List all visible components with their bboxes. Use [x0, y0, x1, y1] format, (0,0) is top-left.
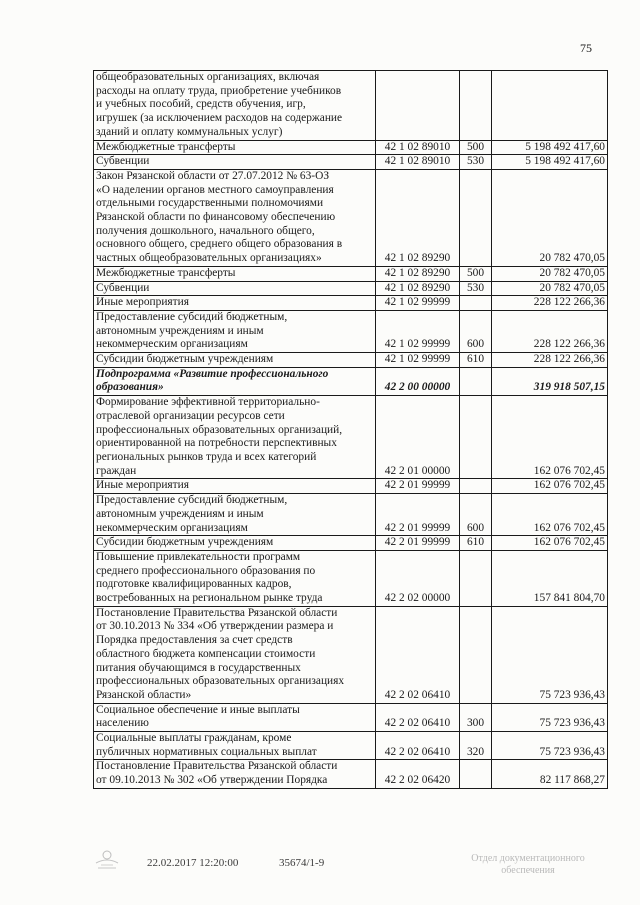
table-row	[94, 550, 608, 606]
row-name-cell: Межбюджетные трансферты	[94, 266, 376, 281]
row-code-cell: 42 1 02 99999	[376, 353, 460, 368]
row-code-cell: 42 2 01 99999	[376, 536, 460, 551]
footer-date: 22.02.2017 12:20:00	[147, 857, 239, 869]
row-name-cell: Повышение привлекательности программ среднего профессионального образования по подготовке квалифицированных кадров, востребованных на региональном рынке труда	[94, 550, 376, 606]
row-vr-cell	[460, 367, 492, 395]
row-amount-cell: 20 782 470,05	[492, 169, 608, 266]
row-name-cell: Формирование эффективной территориально- отраслевой организации ресурсов сети профессиональных образовательных организаций, ориентированной на потребности перспективных региональных рынков труда и всех категорий граждан	[94, 396, 376, 479]
row-name-cell: Субвенции	[94, 155, 376, 170]
row-amount-cell: 75 723 936,43	[492, 606, 608, 703]
row-code-cell: 42 2 00 00000	[376, 367, 460, 395]
row-amount-cell: 228 122 266,36	[492, 296, 608, 311]
budget-table	[93, 70, 608, 789]
row-name-cell: Предоставление субсидий бюджетным, автономным учреждениям и иным некоммерческим организациям	[94, 310, 376, 352]
row-code-cell: 42 2 02 06420	[376, 760, 460, 788]
table-row	[94, 703, 608, 731]
row-name-cell: Субвенции	[94, 281, 376, 296]
row-vr-cell	[460, 479, 492, 494]
row-code-cell: 42 1 02 89010	[376, 155, 460, 170]
row-amount-cell: 5 198 492 417,60	[492, 140, 608, 155]
row-code-cell: 42 1 02 89010	[376, 140, 460, 155]
row-vr-cell: 600	[460, 494, 492, 536]
row-amount-cell: 75 723 936,43	[492, 703, 608, 731]
row-amount-cell: 162 076 702,45	[492, 536, 608, 551]
table-row	[94, 732, 608, 760]
row-name-cell: Подпрограмма «Развитие профессионального образования»	[94, 367, 376, 395]
footer-department: Отдел документационного обеспечения	[471, 853, 585, 876]
row-amount-cell: 20 782 470,05	[492, 266, 608, 281]
table-row	[94, 760, 608, 788]
table-row	[94, 140, 608, 155]
row-name-cell: Межбюджетные трансферты	[94, 140, 376, 155]
row-vr-cell	[460, 550, 492, 606]
row-code-cell: 42 1 02 89290	[376, 281, 460, 296]
row-code-cell: 42 1 02 89290	[376, 266, 460, 281]
row-name-cell: Предоставление субсидий бюджетным, автономным учреждениям и иным некоммерческим организациям	[94, 494, 376, 536]
row-name-cell: Иные мероприятия	[94, 296, 376, 311]
table-row	[94, 494, 608, 536]
table-row	[94, 396, 608, 479]
footer-doc-code: 35674/1-9	[279, 857, 325, 869]
row-name-cell: Субсидии бюджетным учреждениям	[94, 353, 376, 368]
row-name-cell: Закон Рязанской области от 27.07.2012 № 63-ОЗ «О наделении органов местного самоуправления отдельными государственными полномочиями Рязанской области по финансовому обеспечению получения дошкольного, начального общего, основного общего, среднего общего образования в частных общеобразовательных организациях»	[94, 169, 376, 266]
row-vr-cell: 530	[460, 281, 492, 296]
row-vr-cell: 610	[460, 353, 492, 368]
row-amount-cell: 82 117 868,27	[492, 760, 608, 788]
row-vr-cell	[460, 760, 492, 788]
row-name-cell: Иные мероприятия	[94, 479, 376, 494]
row-name-cell: Социальные выплаты гражданам, кроме публичных нормативных социальных выплат	[94, 732, 376, 760]
row-name-cell: Постановление Правительства Рязанской области от 09.10.2013 № 302 «Об утверждении Порядка	[94, 760, 376, 788]
row-code-cell: 42 2 02 06410	[376, 606, 460, 703]
row-amount-cell: 228 122 266,36	[492, 310, 608, 352]
row-code-cell: 42 2 02 06410	[376, 703, 460, 731]
row-vr-cell: 610	[460, 536, 492, 551]
row-name-cell: Социальное обеспечение и иные выплаты населению	[94, 703, 376, 731]
row-amount-cell: 162 076 702,45	[492, 479, 608, 494]
row-amount-cell: 319 918 507,15	[492, 367, 608, 395]
stamp-logo-icon	[92, 849, 122, 876]
row-name-cell: Постановление Правительства Рязанской области от 30.10.2013 № 334 «Об утверждении размера и Порядка предоставления за счет средств областного бюджета компенсации стоимости питания обучающимся в государственных профессиональных образовательных организациях Рязанской области»	[94, 606, 376, 703]
table-row	[94, 169, 608, 266]
row-amount-cell: 157 841 804,70	[492, 550, 608, 606]
row-vr-cell: 530	[460, 155, 492, 170]
row-amount-cell	[492, 71, 608, 141]
row-vr-cell	[460, 606, 492, 703]
row-vr-cell	[460, 296, 492, 311]
row-vr-cell: 500	[460, 140, 492, 155]
row-amount-cell: 162 076 702,45	[492, 396, 608, 479]
row-code-cell: 42 2 02 00000	[376, 550, 460, 606]
page-number: 75	[580, 41, 592, 55]
row-vr-cell: 600	[460, 310, 492, 352]
row-name-cell: общеобразовательных организациях, включая расходы на оплату труда, приобретение учебников и учебных пособий, средств обучения, игр, игрушек (за исключением расходов на содержание зданий и оплату коммунальных услуг)	[94, 71, 376, 141]
row-amount-cell: 20 782 470,05	[492, 281, 608, 296]
row-code-cell: 42 2 01 99999	[376, 479, 460, 494]
row-vr-cell	[460, 396, 492, 479]
row-vr-cell	[460, 71, 492, 141]
row-vr-cell: 500	[460, 266, 492, 281]
table-row	[94, 536, 608, 551]
table-row	[94, 71, 608, 141]
row-amount-cell: 75 723 936,43	[492, 732, 608, 760]
table-row	[94, 367, 608, 395]
row-code-cell: 42 2 01 00000	[376, 396, 460, 479]
table-row	[94, 606, 608, 703]
table-row	[94, 353, 608, 368]
row-code-cell: 42 2 01 99999	[376, 494, 460, 536]
row-code-cell: 42 1 02 99999	[376, 310, 460, 352]
row-code-cell: 42 1 02 89290	[376, 169, 460, 266]
row-name-cell: Субсидии бюджетным учреждениям	[94, 536, 376, 551]
table-row	[94, 296, 608, 311]
row-code-cell: 42 1 02 99999	[376, 296, 460, 311]
row-vr-cell	[460, 169, 492, 266]
table-row	[94, 479, 608, 494]
table-row	[94, 310, 608, 352]
row-vr-cell: 300	[460, 703, 492, 731]
table-row	[94, 281, 608, 296]
row-vr-cell: 320	[460, 732, 492, 760]
row-amount-cell: 5 198 492 417,60	[492, 155, 608, 170]
table-row	[94, 155, 608, 170]
table-row	[94, 266, 608, 281]
row-amount-cell: 162 076 702,45	[492, 494, 608, 536]
row-code-cell: 42 2 02 06410	[376, 732, 460, 760]
row-code-cell	[376, 71, 460, 141]
row-amount-cell: 228 122 266,36	[492, 353, 608, 368]
